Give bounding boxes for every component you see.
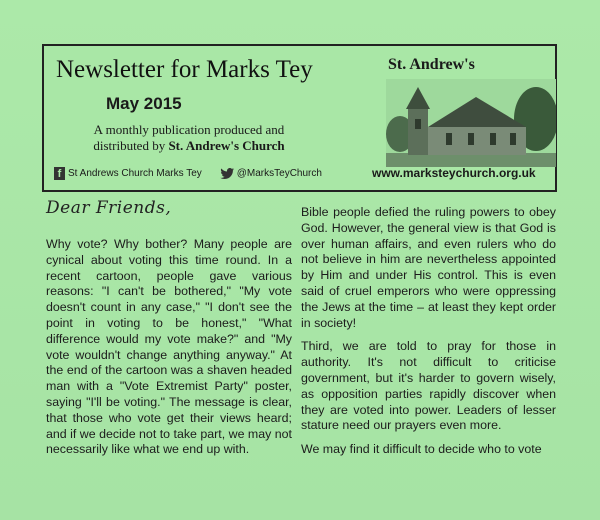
tagline-line2-prefix: distributed by: [93, 138, 169, 153]
right-column: [301, 205, 556, 458]
social-links: [54, 167, 322, 180]
tagline-line1: A monthly publication produced and: [93, 122, 285, 137]
issue-date: May 2015: [106, 94, 182, 113]
church-photo: [386, 79, 556, 167]
facebook-icon: f: [54, 167, 65, 180]
left-column: [46, 237, 292, 458]
newsletter-title: Newsletter for Marks Tey: [56, 56, 313, 83]
facebook-label[interactable]: St Andrews Church Marks Tey: [68, 168, 202, 179]
twitter-icon: [220, 168, 234, 179]
salutation: Dear Friends,: [46, 198, 172, 218]
right-paragraph-2: Third, we are told to pray for those in authority. It's not difficult to criticise government, but it's harder to govern wisely, as opposition parties rapidly discover when they are voted into power. Leaders of lesser stature need our prayers even more.: [301, 339, 556, 433]
masthead: [42, 44, 557, 192]
left-paragraph: Why vote? Why bother? Many people are cynical about voting this time round. In a recent cartoon, people gave various reasons: "I can't be bothered," "My vote doesn't count in any case," "I don't see the point in voting to be honest," "What difference would my vote make?" and "My vote wouldn't change anything anyway." At the end of the cartoon was a shaven headed man with a "Vote Extremist Party" poster, saying "I'll be voting." The message is clear, that those who vote get their views heard; and if we decide not to take part, we may not necessarily like what we end up with.: [46, 237, 292, 457]
twitter-label[interactable]: @MarksTeyChurch: [236, 168, 322, 179]
right-paragraph-3: We may find it difficult to decide who to vote: [301, 442, 542, 457]
tagline-line2: [44, 138, 334, 154]
church-name-inline: St. Andrew's Church: [168, 138, 285, 153]
church-heading: St. Andrew's: [388, 56, 475, 73]
right-paragraph-1: Bible people defied the ruling powers to obey God. However, the general view is that God is over human affairs, and even rulers who do not believe in him are nevertheless appointed by Him and under His control. This is even said of cruel emperors who were oppressing the Jews at the time – at least they kept order in society!: [301, 205, 556, 330]
tagline: [44, 122, 334, 154]
website-link[interactable]: www.marksteychurch.org.uk: [372, 166, 536, 180]
